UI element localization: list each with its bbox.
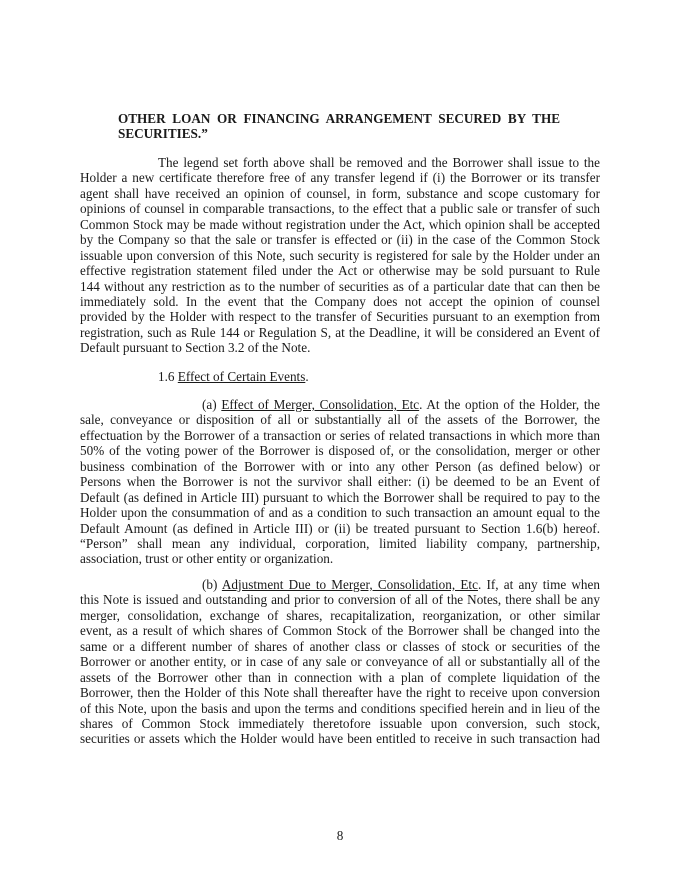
subsection-title: Adjustment Due to Merger, Consolidation, Etc (221, 577, 478, 592)
subsection-text: . At the option of the Holder, the (419, 397, 600, 412)
paragraph-line: association, trust or other entity or organization. (80, 551, 334, 567)
paragraph-line: “Person” shall mean any individual, corporation, limited liability company, partnership, (80, 535, 600, 551)
paragraph-line: of this Note, upon the basis and upon the terms and conditions specified herein and in lieu of the (80, 700, 600, 716)
paragraph-line: effectuation by the Borrower of a transaction or series of related transactions in which more than (80, 427, 600, 443)
legend-removal-paragraph (80, 155, 600, 356)
paragraph-line: Default (as defined in Article III) pursuant to which the Borrower shall be required to pay to the (80, 489, 600, 505)
subsection-text: . If, at any time when (477, 577, 600, 592)
legend-heading (118, 111, 560, 142)
section-title-period: . (305, 369, 309, 384)
paragraph-line: opinions of counsel in comparable transactions, to the effect that a public sale or transfer of such (80, 201, 600, 217)
paragraph-line: securities or assets which the Holder would have been entitled to receive in such transaction had (80, 731, 600, 747)
paragraph-line: Borrower, then the Holder of this Note shall thereafter have the right to receive upon conversion (80, 685, 600, 701)
paragraph-line: effective registration statement filed under the Act or otherwise may be sold pursuant to Rule (80, 263, 600, 279)
page-number: 8 (336, 828, 344, 843)
paragraph-line: Holder upon the consummation of and as a condition to such transaction an amount equal to the (80, 505, 600, 521)
subsection-b (80, 577, 600, 747)
subsection-title: Effect of Merger, Consolidation, Etc (221, 397, 420, 412)
paragraph-line: assets of the Borrower other than in connection with a plan of complete liquidation of the (80, 669, 600, 685)
subsection-a (80, 397, 600, 567)
paragraph-line: Common Stock may be made without registration under the Act, which opinion shall be accepted (80, 216, 600, 232)
subsection-first-line (80, 397, 600, 412)
paragraph-line: Default pursuant to Section 3.2 of the Note. (80, 340, 311, 356)
paragraph-line: The legend set forth above shall be removed and the Borrower shall issue to the (158, 155, 600, 170)
section-heading-1-6 (80, 369, 600, 384)
paragraph-line: by the Company so that the sale or transfer is effected or (ii) in the case of the Common Stock (80, 232, 600, 248)
paragraph-line: this Note is issued and outstanding and prior to conversion of all of the Notes, there shall be any (80, 592, 600, 608)
paragraph-line: 144 without any restriction as to the number of securities as of a particular date that can then be (80, 278, 600, 294)
paragraph-line: merger, consolidation, exchange of shares, recapitalization, reorganization, or other similar (80, 607, 600, 623)
paragraph-line: provided by the Holder with respect to the transfer of Securities pursuant to an exemption from (80, 309, 600, 325)
paragraph-line: registration, such as Rule 144 or Regulation S, at the Deadline, it will be considered an Event of (80, 324, 600, 340)
section-number: 1.6 (158, 369, 175, 384)
paragraph-line: Persons when the Borrower is not the survivor shall either: (i) be deemed to be an Event of (80, 474, 600, 490)
paragraph-line: Default Amount (as defined in Article III) or (ii) be treated pursuant to Section 1.6(b) hereof. (80, 520, 600, 536)
paragraph-line: shares of Common Stock immediately theretofore issuable upon conversion, such stock, (80, 715, 600, 731)
section-title: Effect of Certain Events (177, 369, 306, 384)
subsection-first-line (80, 577, 600, 592)
paragraph-line: Borrower or another entity, or in case of any sale or conveyance of all or substantially all of the (80, 654, 600, 670)
legend-heading-line: SECURITIES.” (118, 126, 208, 142)
paragraph-line: same or a different number of shares of another class or classes of stock or securities of the (80, 638, 600, 654)
paragraph-line: immediately sold. In the event that the Company does not accept the opinion of counsel (80, 293, 600, 309)
subsection-label: (b) (202, 577, 218, 592)
paragraph-line: 50% of the voting power of the Borrower is disposed of, or the consolidation, merger or other (80, 443, 600, 459)
paragraph-line: issuable upon conversion of this Note, such security is registered for sale by the Holder under an (80, 247, 600, 263)
paragraph-line: sale, conveyance or disposition of all or substantially all of the assets of the Borrower, the (80, 412, 600, 428)
paragraph-line: Holder a new certificate therefore free of any transfer legend if (i) the Borrower or its transfer (80, 170, 600, 186)
paragraph-line: business combination of the Borrower with or into any other Person (as defined below) or (80, 458, 600, 474)
paragraph-line: agent shall have received an opinion of counsel, in form, substance and scope customary for (80, 185, 600, 201)
subsection-label: (a) (202, 397, 217, 412)
paragraph-line: event, as a result of which shares of Common Stock of the Borrower shall be changed into the (80, 623, 600, 639)
legend-heading-line: OTHER LOAN OR FINANCING ARRANGEMENT SECURED BY THE (118, 111, 560, 126)
